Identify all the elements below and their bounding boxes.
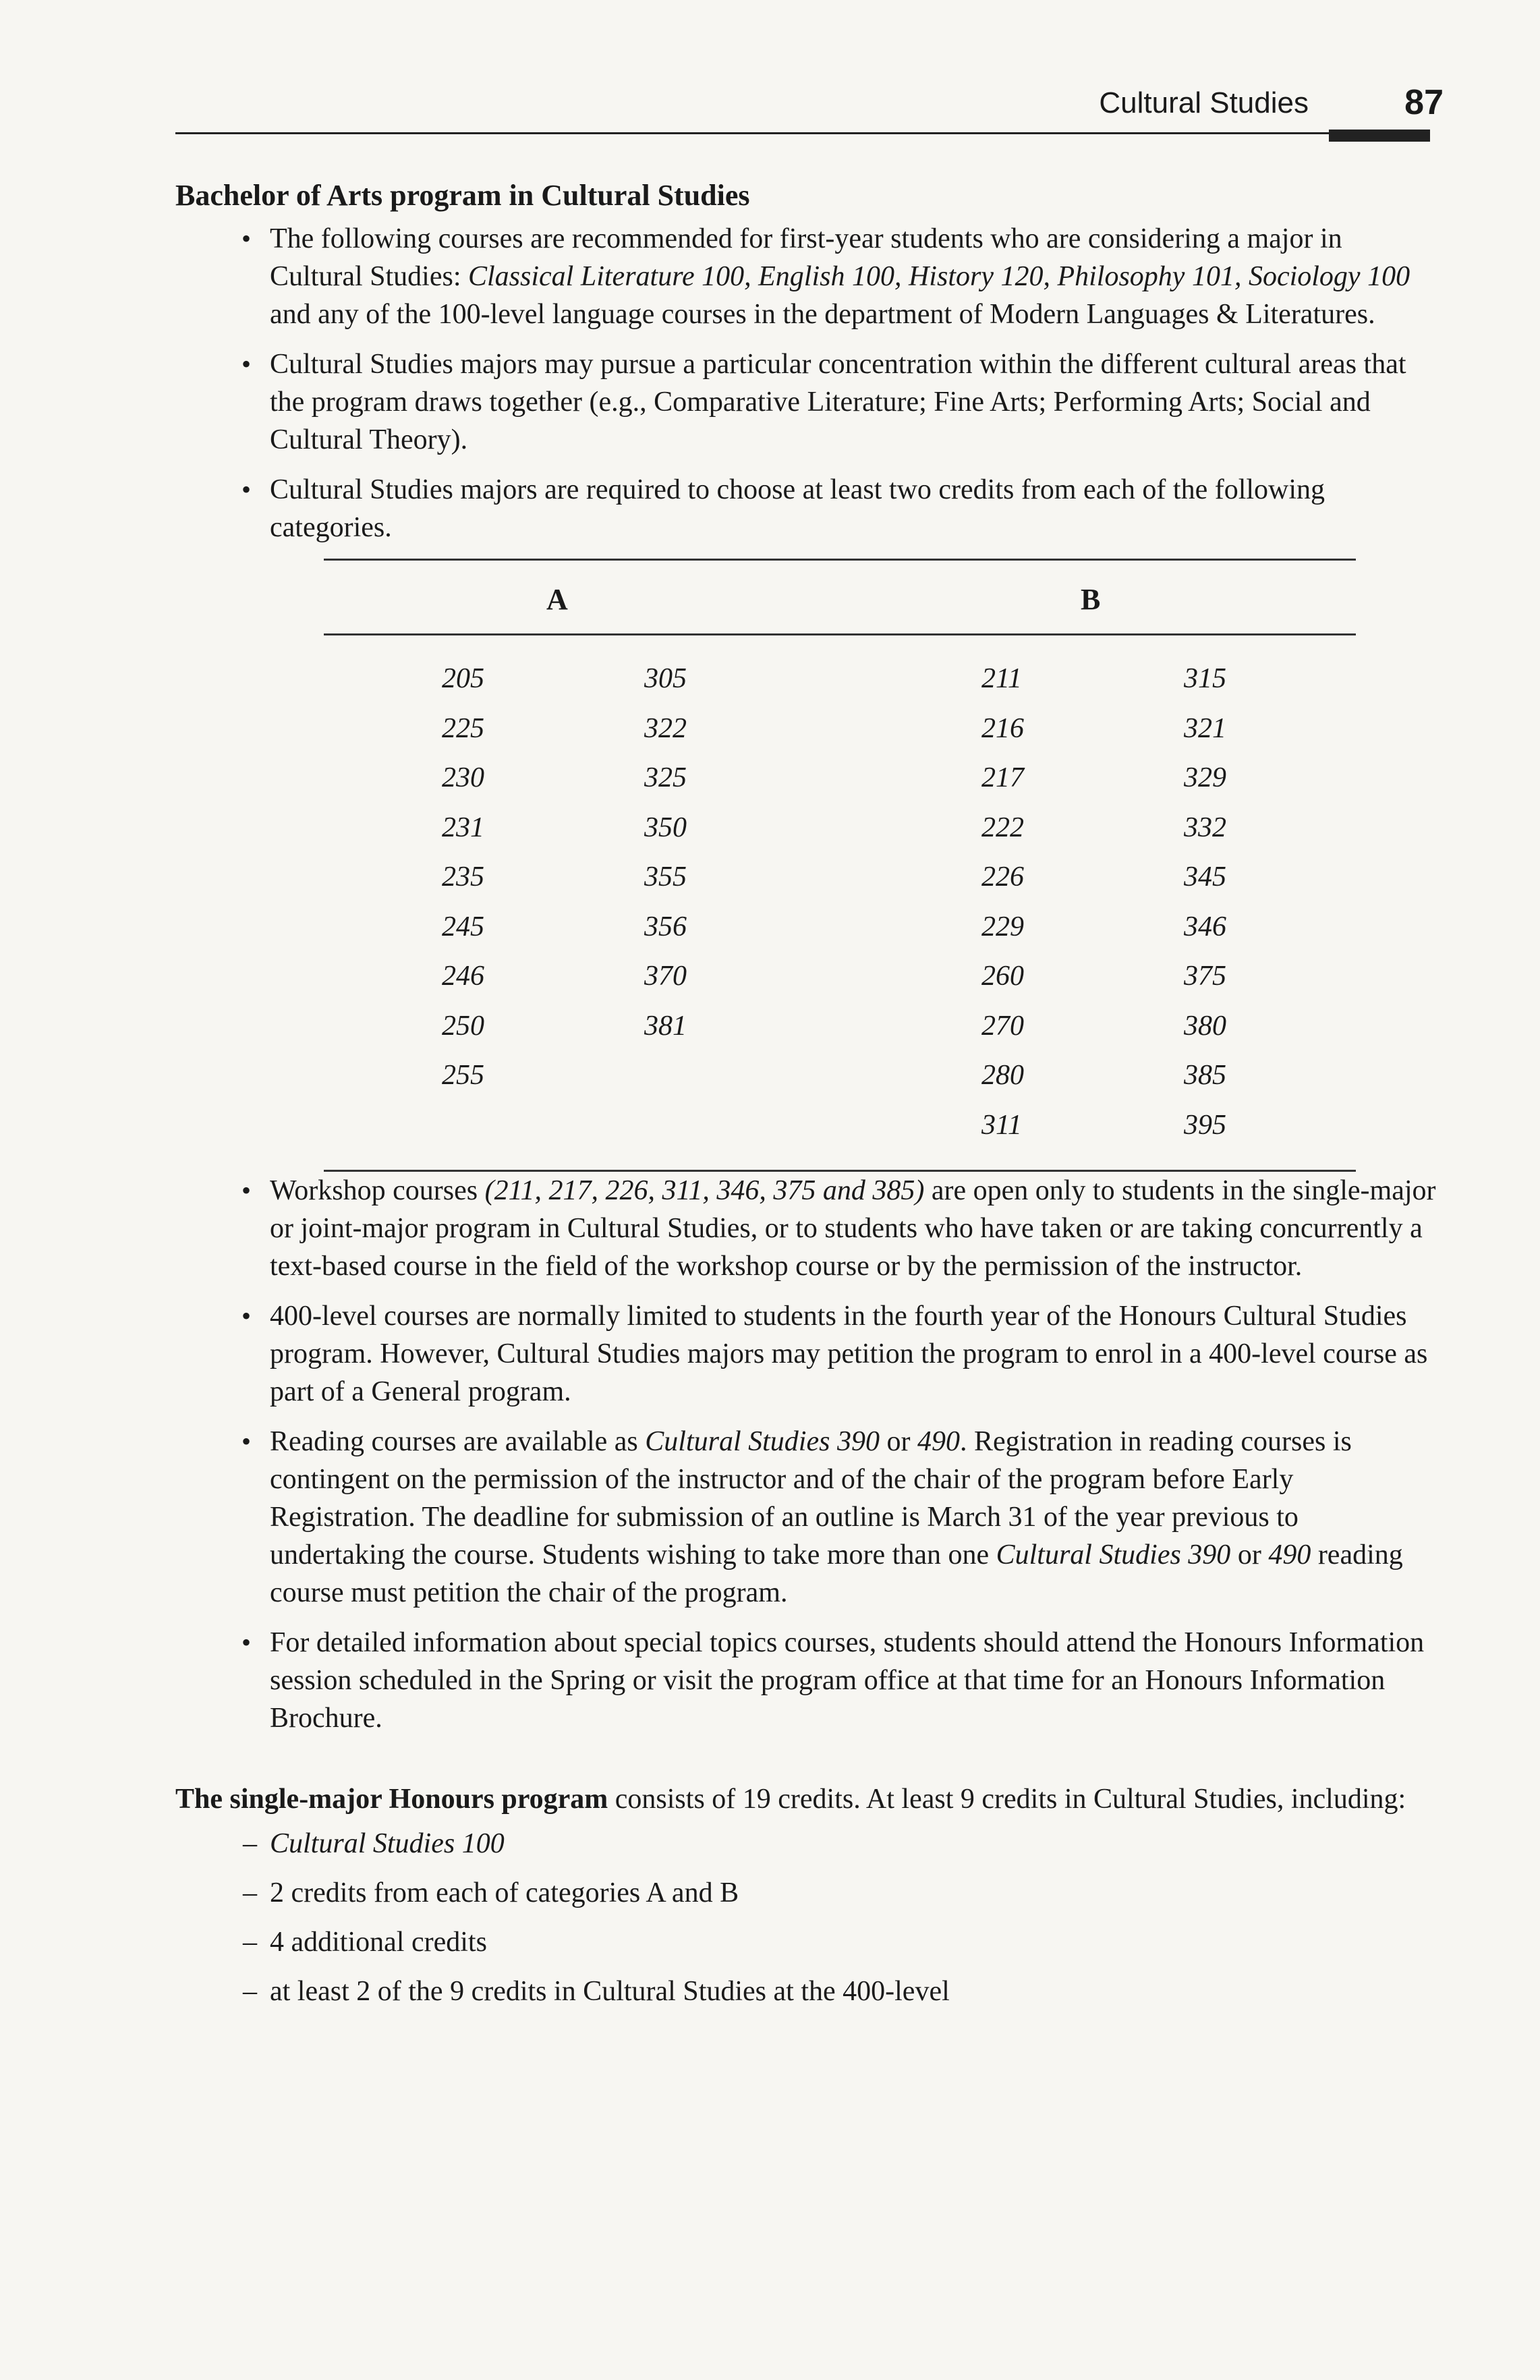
- course-number: 246: [442, 961, 484, 992]
- bullet-text: are open only to students in the single-major or joint-major program in Cultural Studies, or to students who have taken or are taking concurrently a text-based course in the field of the workshop course or by the permission of the instructor.: [270, 1175, 1436, 1282]
- course-number: 205: [442, 663, 484, 694]
- running-header: [175, 80, 1444, 134]
- dash-icon: –: [243, 1927, 257, 1958]
- course-number: 332: [1184, 812, 1226, 843]
- bullet-text: and any of the 100-level language courses in the department of Modern Languages & Literatures.: [270, 299, 1375, 330]
- course-number: 315: [1184, 663, 1226, 694]
- bullet-icon: •: [241, 1627, 252, 1658]
- course-number: 350: [644, 812, 687, 843]
- bullet-item: [175, 345, 1437, 459]
- requirement-item: [175, 1973, 1437, 2022]
- requirement-text: 4 additional credits: [270, 1927, 487, 1958]
- category-b-column-1: [981, 654, 1024, 1150]
- bullet-list-bottom: [175, 1172, 1437, 1737]
- course-number: 311: [981, 1109, 1022, 1141]
- category-a-label: A: [546, 583, 568, 616]
- course-number: 211: [981, 663, 1022, 694]
- bullet-item: [175, 471, 1437, 546]
- table-body: [324, 635, 1356, 1170]
- header-rule: [175, 132, 1430, 134]
- course-number: 375: [1184, 961, 1226, 992]
- bullet-item: [175, 1297, 1437, 1411]
- bullet-item: [175, 1624, 1437, 1737]
- bullet-text: Reading courses are available as: [270, 1426, 646, 1457]
- header-rule-accent: [1329, 130, 1430, 142]
- honours-requirements-list: [175, 1825, 1437, 2022]
- category-a-column-1: [442, 654, 484, 1101]
- course-number: 230: [442, 762, 484, 793]
- bullet-icon: •: [241, 1426, 252, 1456]
- course-number: 229: [981, 911, 1024, 942]
- bullet-item: [175, 1423, 1437, 1612]
- bullet-icon: •: [241, 1301, 252, 1331]
- course-number: 245: [442, 911, 484, 942]
- honours-lead-rest: consists of 19 credits. At least 9 credits in Cultural Studies, including:: [608, 1784, 1406, 1815]
- bullet-item: [175, 1172, 1437, 1285]
- honours-paragraph: [175, 1780, 1437, 1818]
- bullet-text: (211, 217, 226, 311, 346, 375 and 385): [484, 1175, 925, 1206]
- bullet-text: Cultural Studies majors may pursue a particular concentration within the different cultural areas that the program draws together (e.g., Comparative Literature; Fine Arts; Performing Arts; Social and Cultural Theory).: [270, 349, 1406, 455]
- bullet-item: [175, 220, 1437, 333]
- main-content: [175, 177, 1437, 2022]
- bullet-text: Classical Literature 100, English 100, History 120, Philosophy 101, Sociology 100: [468, 261, 1410, 292]
- requirement-item: [175, 1923, 1437, 1973]
- bullet-icon: •: [241, 349, 252, 379]
- course-number: 370: [644, 961, 687, 992]
- course-number: 250: [442, 1010, 484, 1042]
- honours-lead: The single-major Honours program: [175, 1784, 608, 1815]
- category-b-column-2: [1184, 654, 1226, 1150]
- bullet-text: Cultural Studies 390: [645, 1426, 880, 1457]
- page-number: 87: [1404, 83, 1444, 122]
- course-number: 345: [1184, 861, 1226, 893]
- course-number: 260: [981, 961, 1024, 992]
- bullet-text: Workshop courses: [270, 1175, 485, 1206]
- course-number: 270: [981, 1010, 1024, 1042]
- requirement-text: 2 credits from each of categories A and B: [270, 1877, 739, 1908]
- course-number: 322: [644, 712, 687, 744]
- requirement-text: at least 2 of the 9 credits in Cultural Studies at the 400-level: [270, 1976, 950, 2007]
- section-heading: Bachelor of Arts program in Cultural Studies: [175, 179, 750, 212]
- bullet-text: or: [1230, 1539, 1269, 1570]
- course-number: 395: [1184, 1109, 1226, 1141]
- bullet-text: Cultural Studies 390: [996, 1539, 1231, 1570]
- dash-icon: –: [243, 1877, 257, 1908]
- requirement-item: [175, 1825, 1437, 1874]
- course-number: 381: [644, 1010, 687, 1042]
- bullet-icon: •: [241, 1175, 252, 1206]
- bullet-icon: •: [241, 474, 252, 505]
- course-number: 380: [1184, 1010, 1226, 1042]
- course-number: 216: [981, 712, 1024, 744]
- requirement-item: [175, 1874, 1437, 1923]
- course-number: 255: [442, 1060, 484, 1091]
- running-title: Cultural Studies: [1099, 86, 1309, 119]
- bullet-text: For detailed information about special topics courses, students should attend the Honours Information session scheduled in the Spring or visit the program office at that time for an Honours Information Brochure.: [270, 1627, 1425, 1734]
- bullet-list-top: [175, 220, 1437, 546]
- table-header-row: [324, 561, 1356, 633]
- course-number: 385: [1184, 1060, 1226, 1091]
- course-number: 321: [1184, 712, 1226, 744]
- course-number: 225: [442, 712, 484, 744]
- bullet-text: 490: [1268, 1539, 1311, 1570]
- bullet-text: The following courses are recommended for first-year students who are considering a major in Cultural Studies:: [270, 223, 1342, 292]
- course-number: 280: [981, 1060, 1024, 1091]
- category-table: [324, 559, 1356, 1172]
- category-b-label: B: [1081, 583, 1101, 616]
- bullet-text: 400-level courses are normally limited to students in the fourth year of the Honours Cultural Studies program. However, Cultural Studies majors may petition the program to enrol in a 400-level course as part of a General program.: [270, 1301, 1428, 1407]
- dash-icon: –: [243, 1828, 257, 1859]
- requirement-text: Cultural Studies 100: [270, 1828, 505, 1859]
- course-number: 235: [442, 861, 484, 893]
- course-number: 325: [644, 762, 687, 793]
- course-number: 222: [981, 812, 1024, 843]
- course-number: 305: [644, 663, 687, 694]
- course-number: 355: [644, 861, 687, 893]
- course-number: 217: [981, 762, 1024, 793]
- bullet-text: 490: [917, 1426, 960, 1457]
- dash-icon: –: [243, 1976, 257, 2007]
- bullet-text: or: [879, 1426, 917, 1457]
- bullet-icon: •: [241, 223, 252, 254]
- course-number: 329: [1184, 762, 1226, 793]
- bullet-text: reading course must petition the chair of the program.: [270, 1539, 1403, 1608]
- course-number: 226: [981, 861, 1024, 893]
- category-a-column-2: [644, 654, 687, 1051]
- bullet-text: Cultural Studies majors are required to choose at least two credits from each of the following categories.: [270, 474, 1325, 543]
- course-number: 346: [1184, 911, 1226, 942]
- course-number: 231: [442, 812, 484, 843]
- bullet-text: . Registration in reading courses is contingent on the permission of the instructor and of the chair of the program before Early Registration. The deadline for submission of an outline is March 31 of the year previous to undertaking the course. Students wishing to take more than one: [270, 1426, 1352, 1570]
- course-number: 356: [644, 911, 687, 942]
